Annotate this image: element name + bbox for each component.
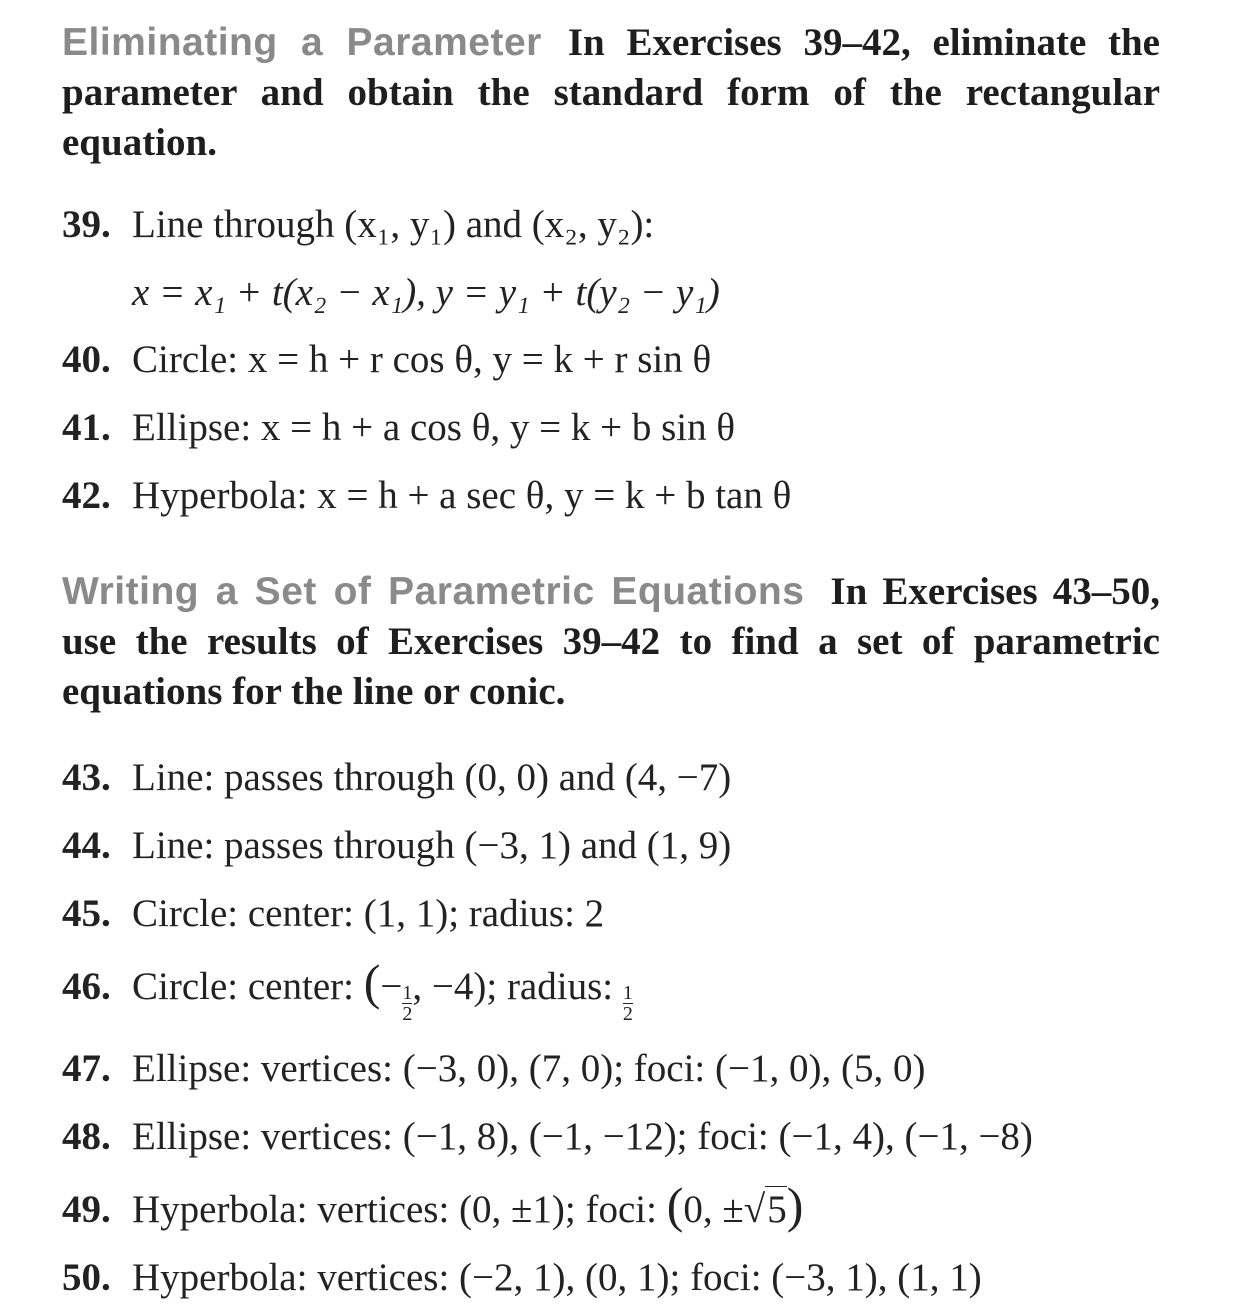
exercise-text: Circle: x = h + r cos θ, y = k + r sin θ: [132, 338, 712, 381]
exercise-44: [62, 823, 1160, 869]
section-instructions: In Exercises 39–42, eliminate the parameter and obtain the standard form of the rectangular equation.: [62, 21, 1160, 164]
exercise-number: 45.: [62, 892, 111, 935]
section-heading: Writing a Set of Parametric Equations: [62, 570, 805, 613]
exercise-48: [62, 1114, 1160, 1160]
exercise-text: Line through (x₁, y₁) and (x₂, y₂):: [132, 203, 655, 246]
exercise-number: 41.: [62, 406, 111, 449]
exercise-label: Hyperbola: vertices: (0, ±1); foci:: [132, 1188, 657, 1231]
section-parametric-equations-intro: [62, 567, 1160, 717]
exercise-46: 46. Circle: center: ( − $\frac{1}{2}$ , −4); radius: $\frac{1}{2}$: [62, 954, 633, 1025]
section-eliminating-parameter-intro: [62, 18, 1160, 168]
exercise-text: Ellipse: vertices: (−3, 0), (7, 0); foci: (−1, 0), (5, 0): [132, 1047, 926, 1090]
exercise-41: [62, 405, 1160, 451]
exercise-number: 43.: [62, 756, 111, 799]
exercise-number: 46.: [62, 965, 111, 1008]
exercise-39: [62, 202, 1160, 248]
exercise-43: [62, 755, 1160, 801]
exercise-text: Hyperbola: vertices: (−2, 1), (0, 1); foci: (−3, 1), (1, 1): [132, 1256, 982, 1299]
exercise-text: Line: passes through (0, 0) and (4, −7): [132, 756, 732, 799]
exercise-42: [62, 473, 1160, 519]
exercise-number: 47.: [62, 1047, 111, 1090]
exercise-number: 42.: [62, 474, 111, 517]
exercise-text: Ellipse: vertices: (−1, 8), (−1, −12); foci: (−1, 4), (−1, −8): [132, 1115, 1033, 1158]
fraction: $\frac{1}{2}$: [402, 982, 413, 1025]
exercise-page: [62, 18, 1160, 1301]
exercise-number: 39.: [62, 203, 111, 246]
exercise-45: [62, 891, 1160, 937]
section-instructions: In Exercises 43–50, use the results of Exercises 39–42 to find a set of parametric equations for the line or conic.: [62, 570, 1160, 713]
radicand: 5: [767, 1188, 787, 1231]
exercise-number: 40.: [62, 338, 111, 381]
exercise-text: Circle: center: (1, 1); radius: 2: [132, 892, 605, 935]
exercise-label: Circle: center:: [132, 965, 354, 1008]
exercise-text: Hyperbola: x = h + a sec θ, y = k + b tan θ: [132, 474, 792, 517]
exercise-pre: 0, ±: [683, 1188, 744, 1231]
exercise-49: 49. Hyperbola: vertices: (0, ±1); foci: ( 0, ± √ 5 ): [62, 1177, 804, 1233]
exercise-text: Ellipse: x = h + a cos θ, y = k + b sin θ: [132, 406, 736, 449]
exercise-number: 44.: [62, 824, 111, 867]
exercise-text: Line: passes through (−3, 1) and (1, 9): [132, 824, 732, 867]
exercise-number: 48.: [62, 1115, 111, 1158]
fraction: $\frac{1}{2}$: [622, 982, 633, 1025]
exercise-number: 50.: [62, 1256, 111, 1299]
section-heading: Eliminating a Parameter: [62, 21, 542, 64]
exercise-50: [62, 1255, 1160, 1301]
exercise-47: [62, 1046, 1160, 1092]
exercise-number: 49.: [62, 1188, 111, 1231]
exercise-39-formula: x = x₁ + t(x₂ − x₁), y = y₁ + t(y₂ − y₁): [132, 271, 720, 314]
exercise-40: [62, 337, 1160, 383]
exercise-rest: , −4); radius:: [412, 965, 614, 1008]
